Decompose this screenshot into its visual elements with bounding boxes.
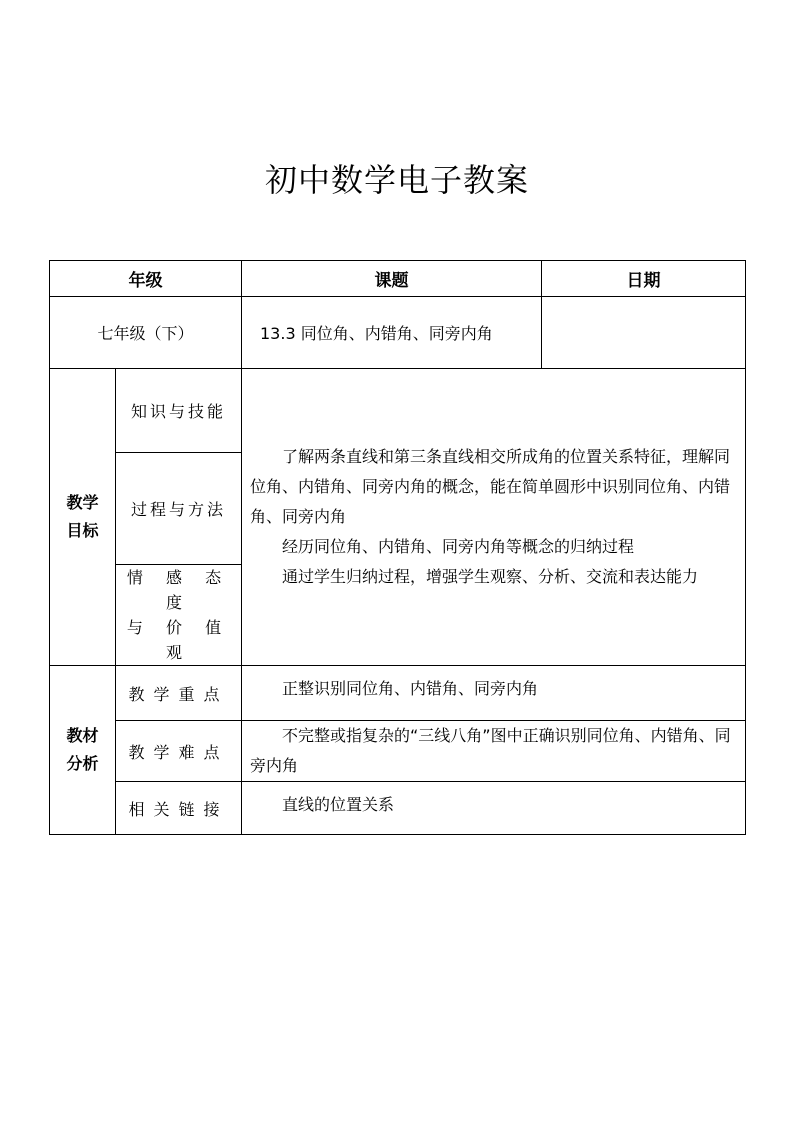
- date-value: [542, 297, 746, 369]
- goals-category-line1: 教学: [66, 493, 99, 512]
- related-link-content: [242, 782, 746, 835]
- emotion-values-line1: 情 感 态 度: [126, 568, 231, 612]
- key-point-label: 教学重点: [116, 666, 242, 721]
- difficulty-content: [242, 721, 746, 782]
- info-row: [50, 297, 746, 369]
- related-link-text: 直线的位置关系: [282, 795, 395, 814]
- lesson-plan-table: [49, 260, 746, 835]
- process-method-label: 过程与方法: [116, 453, 242, 565]
- difficulty-label: 教学难点: [116, 721, 242, 782]
- goals-category: [50, 369, 116, 666]
- materials-row-difficulty: [50, 721, 746, 782]
- materials-row-link: [50, 782, 746, 835]
- materials-row-key: [50, 666, 746, 721]
- emotion-values-label: [116, 565, 242, 666]
- goals-paragraph-1: 了解两条直线和第三条直线相交所成角的位置关系特征，理解同位角、内错角、同旁内角的概念，能在简单圆形中识别同位角、内错角、同旁内角: [250, 447, 731, 526]
- materials-category-line2: 分析: [66, 754, 99, 773]
- header-row: [50, 261, 746, 297]
- key-point-content: [242, 666, 746, 721]
- goals-paragraph-3: 通过学生归纳过程，增强学生观察、分析、交流和表达能力: [282, 567, 699, 586]
- grade-value: 七年级（下）: [50, 297, 242, 369]
- goals-paragraph-2: 经历同位角、内错角、同旁内角等概念的归纳过程: [282, 537, 635, 556]
- goals-category-line2: 目标: [66, 521, 99, 540]
- goals-row-knowledge: [50, 369, 746, 453]
- knowledge-skills-label: 知识与技能: [116, 369, 242, 453]
- key-point-text: 正整识别同位角、内错角、同旁内角: [282, 679, 539, 698]
- page-title: 初中数学电子教案: [264, 161, 529, 199]
- materials-category-line1: 教材: [66, 726, 99, 745]
- emotion-values-line2: 与 价 值 观: [126, 618, 231, 662]
- related-link-label: 相关链接: [116, 782, 242, 835]
- materials-category: [50, 666, 116, 835]
- topic-header: 课题: [242, 261, 542, 297]
- difficulty-text: 不完整或指复杂的“三线八角”图中正确识别同位角、内错角、同旁内角: [250, 726, 731, 775]
- date-header: 日期: [542, 261, 746, 297]
- grade-header: 年级: [50, 261, 242, 297]
- topic-value: 13.3 同位角、内错角、同旁内角: [242, 297, 542, 369]
- goals-content: [242, 369, 746, 666]
